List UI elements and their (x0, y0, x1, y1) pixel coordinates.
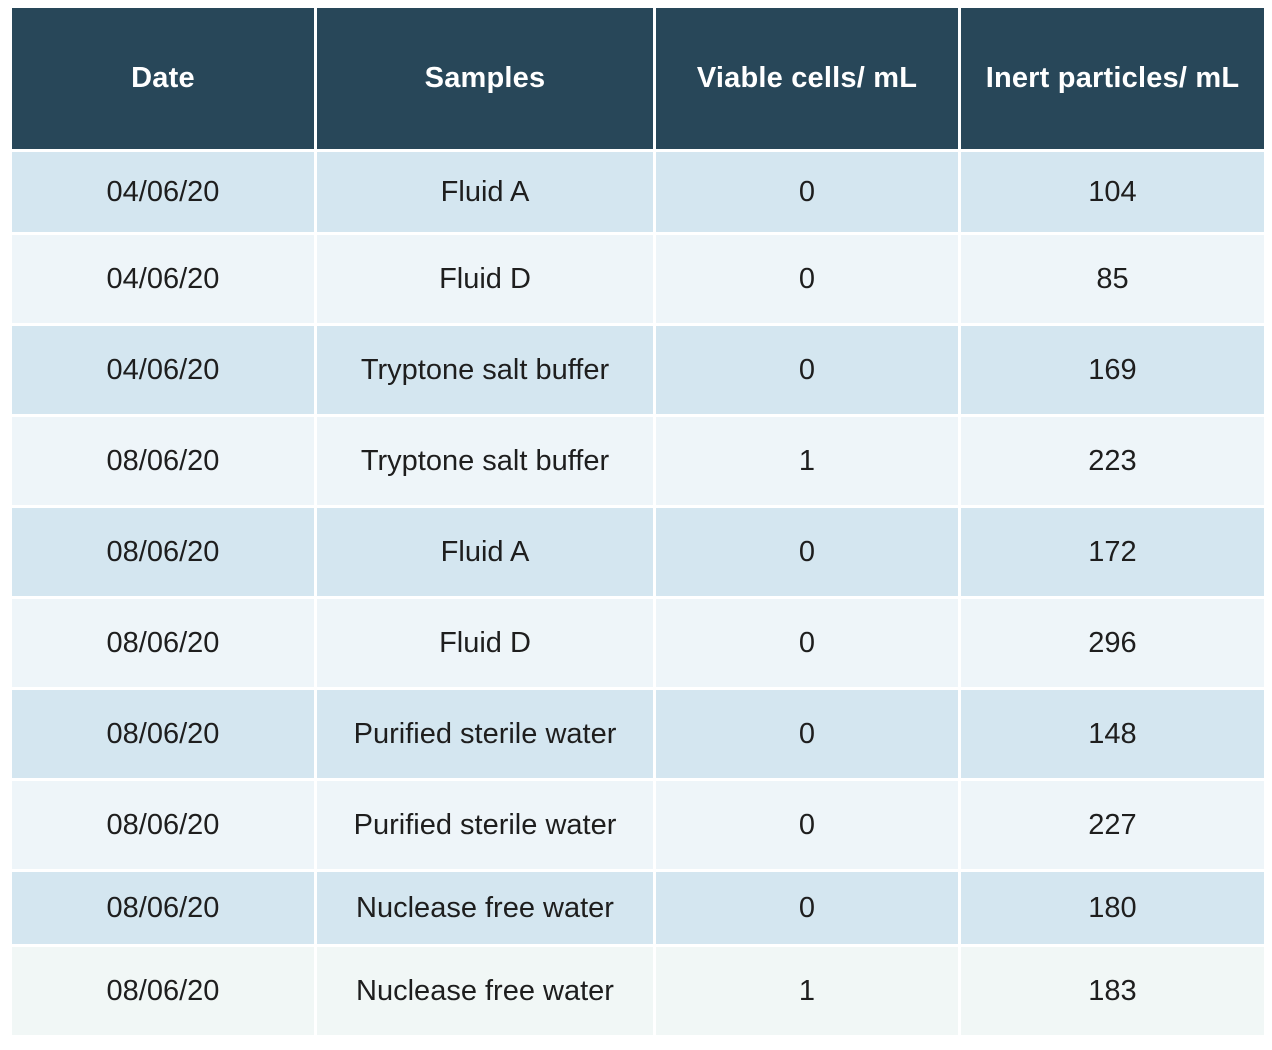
cell-viable-cells: 0 (656, 508, 958, 596)
cell-viable-cells: 1 (656, 417, 958, 505)
cell-inert-particles: 227 (961, 781, 1264, 869)
cell-viable-cells: 0 (656, 781, 958, 869)
header-samples: Samples (317, 8, 653, 149)
cell-inert-particles: 223 (961, 417, 1264, 505)
cell-sample: Fluid A (317, 152, 653, 232)
results-table (9, 5, 1267, 1038)
table-row (12, 326, 1264, 414)
cell-viable-cells: 0 (656, 235, 958, 323)
header-row (12, 8, 1264, 149)
cell-inert-particles: 183 (961, 947, 1264, 1035)
table-row (12, 417, 1264, 505)
cell-inert-particles: 148 (961, 690, 1264, 778)
cell-sample: Nuclease free water (317, 947, 653, 1035)
cell-viable-cells: 0 (656, 690, 958, 778)
cell-viable-cells: 0 (656, 326, 958, 414)
cell-sample: Nuclease free water (317, 872, 653, 944)
table-row (12, 235, 1264, 323)
cell-sample: Fluid A (317, 508, 653, 596)
cell-date: 08/06/20 (12, 417, 314, 505)
cell-date: 08/06/20 (12, 690, 314, 778)
cell-viable-cells: 0 (656, 152, 958, 232)
cell-viable-cells: 1 (656, 947, 958, 1035)
cell-date: 04/06/20 (12, 235, 314, 323)
cell-inert-particles: 180 (961, 872, 1264, 944)
table-row (12, 781, 1264, 869)
cell-sample: Purified sterile water (317, 690, 653, 778)
cell-date: 08/06/20 (12, 872, 314, 944)
cell-sample: Tryptone salt buffer (317, 326, 653, 414)
table-row (12, 690, 1264, 778)
header-date: Date (12, 8, 314, 149)
cell-sample: Fluid D (317, 235, 653, 323)
table-row (12, 508, 1264, 596)
cell-sample: Fluid D (317, 599, 653, 687)
cell-inert-particles: 85 (961, 235, 1264, 323)
cell-date: 08/06/20 (12, 947, 314, 1035)
table-row (12, 152, 1264, 232)
cell-date: 04/06/20 (12, 326, 314, 414)
cell-date: 04/06/20 (12, 152, 314, 232)
cell-viable-cells: 0 (656, 872, 958, 944)
cell-inert-particles: 296 (961, 599, 1264, 687)
header-viable-cells: Viable cells/ mL (656, 8, 958, 149)
table-row (12, 947, 1264, 1035)
cell-date: 08/06/20 (12, 508, 314, 596)
cell-inert-particles: 104 (961, 152, 1264, 232)
cell-sample: Purified sterile water (317, 781, 653, 869)
cell-date: 08/06/20 (12, 781, 314, 869)
cell-inert-particles: 169 (961, 326, 1264, 414)
header-inert-particles: Inert particles/ mL (961, 8, 1264, 149)
table-row (12, 872, 1264, 944)
cell-inert-particles: 172 (961, 508, 1264, 596)
cell-sample: Tryptone salt buffer (317, 417, 653, 505)
cell-date: 08/06/20 (12, 599, 314, 687)
table-row (12, 599, 1264, 687)
cell-viable-cells: 0 (656, 599, 958, 687)
